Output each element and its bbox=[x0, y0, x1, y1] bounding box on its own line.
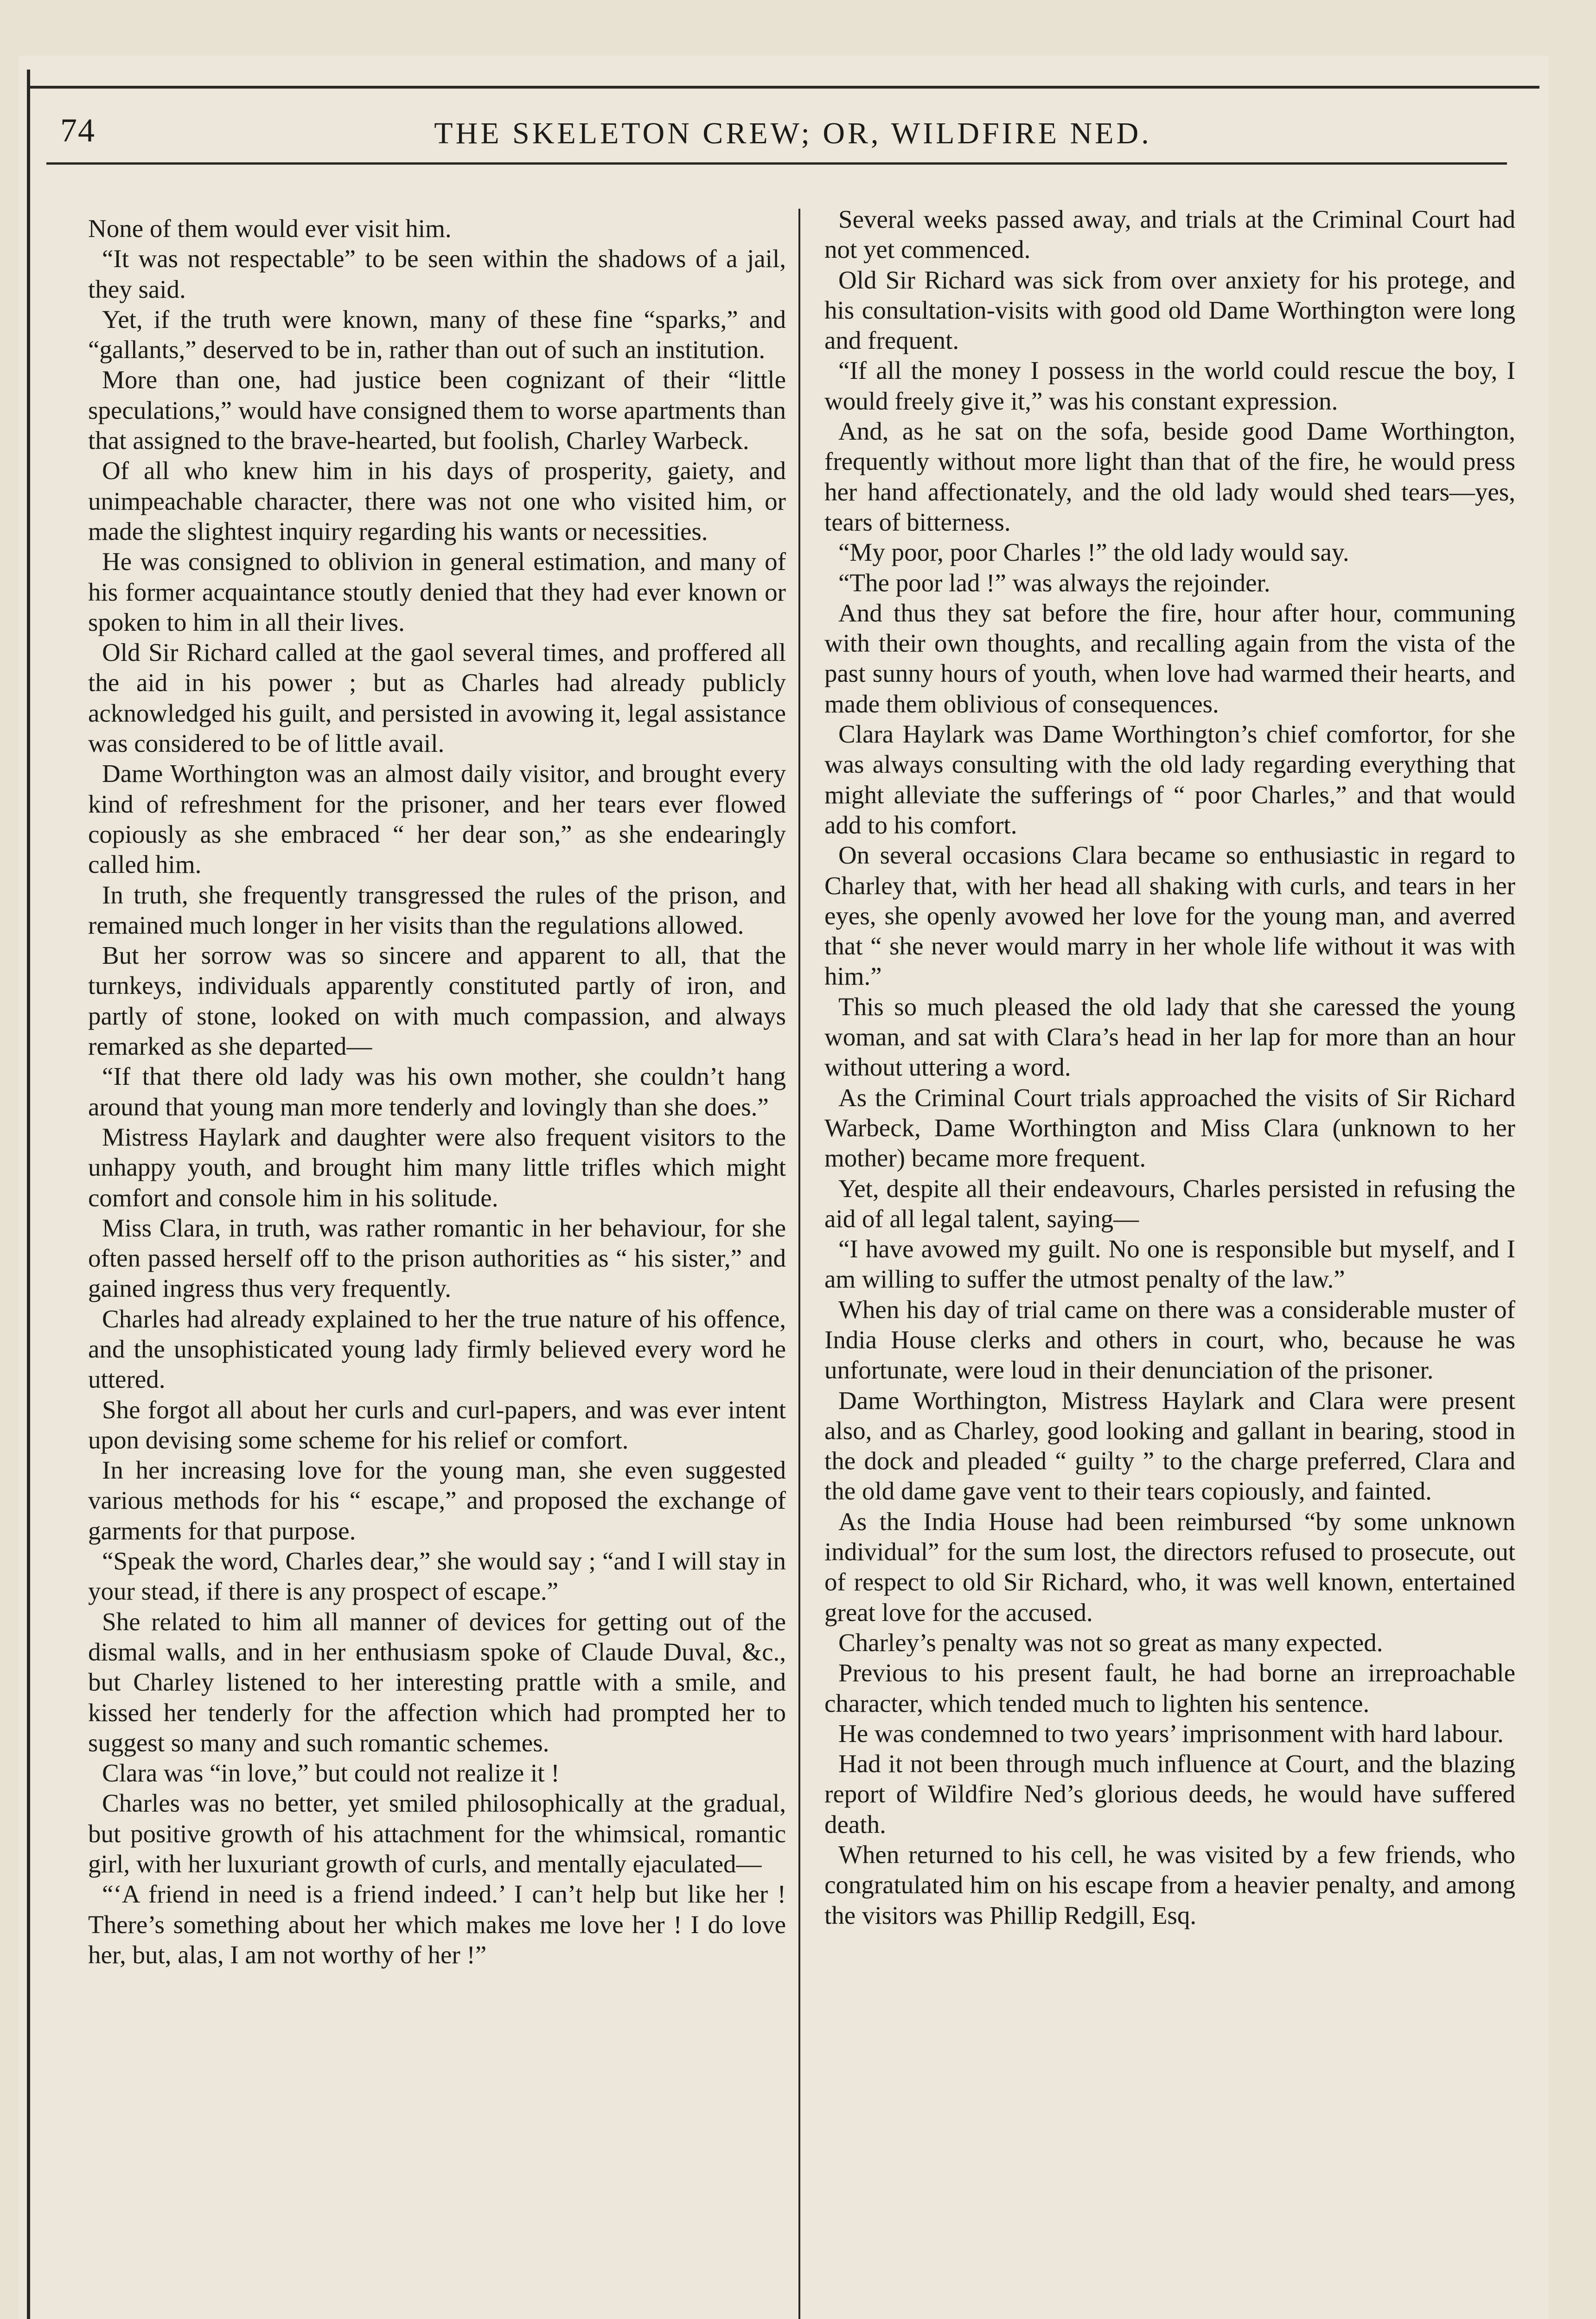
paragraph: In truth, she frequently transgressed the rules of the prison, and remained much longer in her visits than the regulations allowed. bbox=[88, 880, 786, 939]
paragraph: Old Sir Richard called at the gaol several times, and proffered all the aid in his power ; but as Charles had already publicly acknowledged his guilt, and persisted in avowing it, legal assistance was considered to be of little avail. bbox=[88, 638, 786, 758]
paragraph: Charley’s penalty was not so great as many expected. bbox=[838, 1628, 1383, 1657]
paragraph: Clara Haylark was Dame Worthington’s chief comfortor, for she was always consulting with the old lady regarding everything that might alleviate the sufferings of “ poor Charles,” and that would add to his comfort. bbox=[824, 720, 1515, 839]
paragraph: When returned to his cell, he was visited by a few friends, who congratulated him on his escape from a heavier penalty, and among the visitors was Phillip Redgill, Esq. bbox=[824, 1840, 1515, 1929]
paragraph: He was consigned to oblivion in general estimation, and many of his former acquaintance stoutly denied that they had ever known or spoken to him in all their lives. bbox=[88, 547, 786, 636]
paragraph: As the India House had been reimbursed “by some unknown individual” for the sum lost, the directors refused to prosecute, out of respect to old Sir Richard, who, it was well known, entertained great love for the accused. bbox=[824, 1507, 1515, 1627]
paragraph: “If that there old lady was his own mother, she couldn’t hang around that young man more tenderly and lovingly than she does.” bbox=[88, 1062, 786, 1121]
paragraph: “My poor, poor Charles !” the old lady would say. bbox=[838, 538, 1349, 567]
header-rule bbox=[46, 162, 1507, 165]
page-header bbox=[60, 111, 1498, 158]
paragraph: Clara was “in love,” but could not realize it ! bbox=[102, 1759, 560, 1787]
paragraph: Mistress Haylark and daughter were also frequent visitors to the unhappy youth, and brought him many little trifles which might comfort and console him in his solitude. bbox=[88, 1122, 786, 1212]
paragraph: None of them would ever visit him. bbox=[88, 214, 452, 243]
paragraph: On several occasions Clara became so enthusiastic in regard to Charley that, with her head all shaking with curls, and tears in her eyes, she openly avowed her love for the young man, and averred that “ she never would marry in her whole life without it was with him.” bbox=[824, 841, 1515, 991]
paragraph: “The poor lad !” was always the rejoinder. bbox=[838, 568, 1270, 597]
paragraph: He was condemned to two years’ imprisonment with hard labour. bbox=[838, 1719, 1504, 1748]
paragraph: Dame Worthington, Mistress Haylark and Clara were present also, and as Charley, good looking and gallant in bearing, stood in the dock and pleaded “ guilty ” to the charge preferred, Clara and the old dame gave vent to their tears copiously, and fainted. bbox=[824, 1386, 1515, 1505]
paragraph: Old Sir Richard was sick from over anxiety for his protege, and his consultation-visits with good old Dame Worthington were long and frequent. bbox=[824, 265, 1515, 355]
paragraph: Miss Clara, in truth, was rather romantic in her behaviour, for she often passed herself off to the prison authorities as “ his sister,” and gained ingress thus very frequently. bbox=[88, 1213, 786, 1303]
paragraph: “I have avowed my guilt. No one is responsible but myself, and I am willing to suffer the utmost penalty of the law.” bbox=[824, 1235, 1515, 1294]
paragraph: “‘A friend in need is a friend indeed.’ I can’t help but like her ! There’s something about her which makes me love her ! I do love her, but, alas, I am not worthy of her !” bbox=[88, 1880, 786, 1969]
paragraph: In her increasing love for the young man, she even suggested various methods for his “ escape,” and proposed the exchange of garments for that purpose. bbox=[88, 1456, 786, 1545]
paragraph: “Speak the word, Charles dear,” she would say ; “and I will stay in your stead, if there is any prospect of escape.” bbox=[88, 1547, 786, 1606]
paragraph: Charles had already explained to her the true nature of his offence, and the unsophisticated young lady firmly believed every word he uttered. bbox=[88, 1304, 786, 1394]
paragraph: Yet, despite all their endeavours, Charles persisted in refusing the aid of all legal talent, saying— bbox=[824, 1174, 1515, 1233]
paragraph: As the Criminal Court trials approached the visits of Sir Richard Warbeck, Dame Worthington and Miss Clara (unknown to her mother) became more frequent. bbox=[824, 1083, 1515, 1172]
paragraph: Of all who knew him in his days of prosperity, gaiety, and unimpeachable character, there was not one who visited him, or made the slightest inquiry regarding his wants or necessities. bbox=[88, 456, 786, 545]
paragraph: When his day of trial came on there was a considerable muster of India House clerks and others in court, who, because he was unfortunate, were loud in their denunciation of the prisoner. bbox=[824, 1295, 1515, 1384]
paragraph: She related to him all manner of devices for getting out of the dismal walls, and in her enthusiasm spoke of Claude Duval, &c., but Charley listened to her interesting prattle with a smile, and kissed her tenderly for the affection which had prompted her to suggest so many and such romantic schemes. bbox=[88, 1607, 786, 1757]
top-rule bbox=[28, 86, 1539, 89]
paragraph: “If all the money I possess in the world could rescue the boy, I would freely give it,” was his constant expression. bbox=[824, 356, 1515, 415]
paragraph: “It was not respectable” to be seen within the shadows of a jail, they said. bbox=[88, 244, 786, 303]
paragraph: This so much pleased the old lady that she caressed the young woman, and sat with Clara’s head in her lap for more than an hour without uttering a word. bbox=[824, 992, 1515, 1082]
paragraph: She forgot all about her curls and curl-papers, and was ever intent upon devising some scheme for his relief or comfort. bbox=[88, 1395, 786, 1454]
paragraph: Previous to his present fault, he had borne an irreproachable character, which tended much to lighten his sentence. bbox=[824, 1659, 1515, 1717]
right-column bbox=[824, 204, 1515, 1930]
running-title: THE SKELETON CREW; OR, WILDFIRE NED. bbox=[434, 116, 1152, 150]
paragraph: And, as he sat on the sofa, beside good Dame Worthington, frequently without more light than that of the fire, he would press her hand affectionately, and the old lady would shed tears—yes, tears of bitterness. bbox=[824, 417, 1515, 536]
paragraph: Yet, if the truth were known, many of these fine “sparks,” and “gallants,” deserved to be in, rather than out of such an institution. bbox=[88, 305, 786, 364]
paragraph: Several weeks passed away, and trials at the Criminal Court had not yet commenced. bbox=[824, 205, 1515, 264]
paragraph: Dame Worthington was an almost daily visitor, and brought every kind of refreshment for the prisoner, and her tears ever flowed copiously as she embraced “ her dear son,” as she endearingly called him. bbox=[88, 759, 786, 879]
paragraph: Had it not been through much influence at Court, and the blazing report of Wildfire Ned’s glorious deeds, he would have suffered death. bbox=[824, 1749, 1515, 1839]
paragraph: Charles was no better, yet smiled philosophically at the gradual, but positive growth of his attachment for the whimsical, romantic girl, with her luxuriant growth of curls, and mentally ejaculated— bbox=[88, 1789, 786, 1878]
paragraph: And thus they sat before the fire, hour after hour, communing with their own thoughts, and recalling again from the vista of the past sunny hours of youth, when love had warmed their hearts, and made them oblivious of consequences. bbox=[824, 598, 1515, 718]
paragraph: But her sorrow was so sincere and apparent to all, that the turnkeys, individuals apparently constituted partly of iron, and partly of stone, looked on with much compassion, and always remarked as she departed— bbox=[88, 941, 786, 1061]
column-divider bbox=[798, 209, 800, 2319]
paragraph: More than one, had justice been cognizant of their “little speculations,” would have consigned them to worse apartments than that assigned to the brave-hearted, but foolish, Charley Warbeck. bbox=[88, 365, 786, 455]
page-number: 74 bbox=[60, 112, 96, 149]
page-border-left bbox=[27, 70, 30, 2319]
left-column bbox=[88, 213, 786, 1970]
